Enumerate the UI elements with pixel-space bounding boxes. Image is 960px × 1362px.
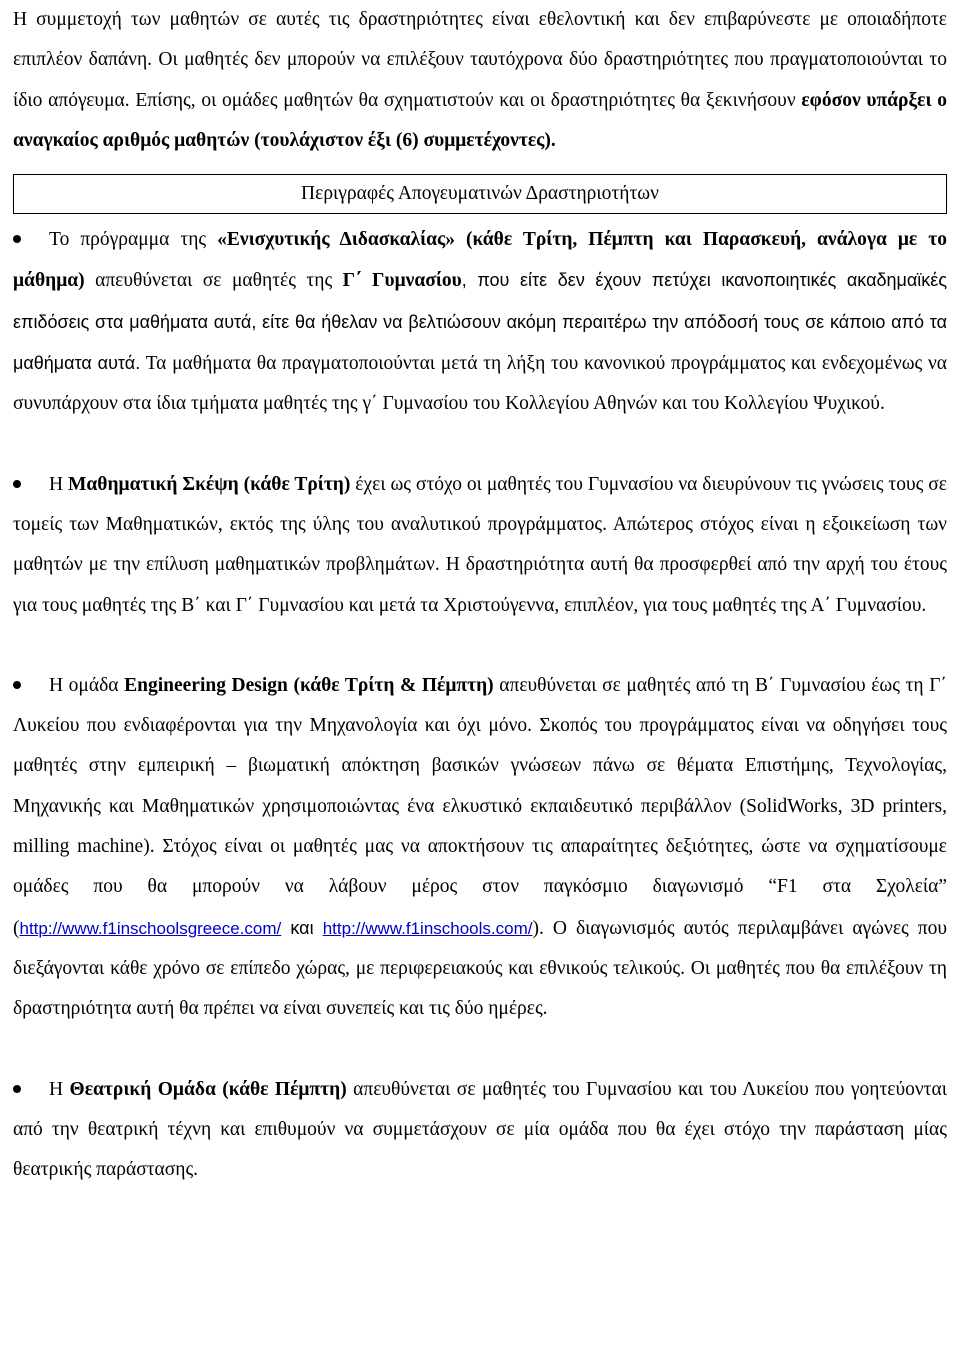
math-text-2: έχει ως στόχο οι μαθητές του Γυμνασίου να διευρύνουν τις γνώσεις τους σε τομείς των Μαθηματικών, εκτός της ύλης του αναλυτικού προγράμματος. Απώτερος στόχος είναι η εξοικείωση των μαθητών με την επίλυση μαθηματικών προβλημάτων. Η δραστηριότητα αυτή θα προσφερθεί από την αρχή του έτους για τους μαθητές της Β΄ και Γ΄ Γυμνασίου και μετά τα Χριστούγεννα, επιπλέον, για τους μαθητές της Α΄ Γυμνασίου. <box>13 473 947 616</box>
tutoring-text-1: Το πρόγραμμα της <box>49 229 218 251</box>
tutoring-text-2: απευθύνεται σε μαθητές της <box>84 270 343 292</box>
eng-text-2: απευθύνεται σε μαθητές από τη Β΄ Γυμνασίου έως τη Γ΄ Λυκείου που ενδιαφέρονται για την Μηχανολογία και όχι μόνο. Σκοπός του προγράμματος είναι να οδηγήσει τους μαθητές στην εμπειρική – βιωματική απόκτηση βασικών γνώσεων πάνω σε θέματα Επιστήμης, Τεχνολογίας, Μηχανικής και Μαθηματικών χρησιμοποιώντας ένα ελκυστικό εκπαιδευτικό περιβάλλον (SolidWorks, 3D printers, milling machine). Στόχος είναι οι μαθητές μας να αποκτήσουν τις απαραίτητες δεξιότητες, ώστε να σχηματίσουμε ομάδες που θα μπορούν να λάβουν μέρος στον παγκόσμιο διαγωνισμό “F1 στα Σχολεία” ( <box>13 674 947 939</box>
tutoring-bold-1: «Ενισχυτικής Διδασκαλίας» (κάθε Τρίτη, Πέμπτη και Παρασκευή, ανάλογα με το μάθημα) <box>13 229 948 292</box>
intro-text: Η συμμετοχή των μαθητών σε αυτές τις δραστηριότητες είναι εθελοντική και δεν επιβαρύνεστε με οποιαδήποτε επιπλέον δαπάνη. Οι μαθητές δεν μπορούν να επιλέξουν ταυτόχρονα δύο δραστηριότητες που πραγματοποιούνται το ίδιο απόγευμα. Επίσης, οι ομάδες μαθητών θα σχηματιστούν και οι δραστηριότητες θα ξεκινήσουν <box>13 9 947 111</box>
eng-text-1: Η ομάδα <box>49 674 125 696</box>
activity-math <box>13 465 947 626</box>
eng-text-3: ). Ο διαγωνισμός αυτός περιλαμβάνει αγώνες που διεξάγονται κάθε χρόνο σε επίπεδο χώρας, με περιφερειακούς και εθνικούς τελικούς. Οι μαθητές που θα επιλέξουν τη δραστηριότητα αυτή θα πρέπει να είναι συνεπείς και τις δύο ημέρες. <box>13 917 947 1020</box>
bullet-icon <box>13 235 21 243</box>
tutoring-bold-2: Γ΄ Γυμνασίου <box>342 270 462 292</box>
tutoring-text-3: , που είτε δεν έχουν πετύχει ικανοποιητικές ακαδημαϊκές επιδόσεις στα μαθήματα αυτά, είτε θα ήθελαν να βελτιώσουν ακόμη περαιτέρω την απόδοσή τους σε κάποιο από τα μαθήματα αυτά. <box>13 270 947 374</box>
tutoring-text-4: Τα μαθήματα θα πραγματοποιούνται μετά τη λήξη του κανονικού προγράμματος και ενδεχομένως να συνυπάρχουν στα ίδια τμήματα μαθητές της γ΄ Γυμνασίου του Κολλεγίου Αθηνών και του Κολλεγίου Ψυχικού. <box>13 353 947 415</box>
theatre-bold-1: Θεατρική Ομάδα (κάθε Πέμπτη) <box>69 1078 347 1100</box>
theatre-text-2: απευθύνεται σε μαθητές του Γυμνασίου και του Λυκείου που γοητεύονται από την θεατρική τέχνη και επιθυμούν να συμμετάσχουν σε μία ομάδα που θα έχει στόχο την παράσταση μίας θεατρικής παράστασης. <box>13 1078 947 1181</box>
eng-and-text: και <box>281 917 323 938</box>
intro-bold-text: εφόσον υπάρξει ο αναγκαίος αριθμός μαθητών (τουλάχιστον έξι (6) συμμετέχοντες). <box>13 89 948 151</box>
intro-paragraph <box>13 0 947 161</box>
bullet-icon <box>13 480 21 488</box>
math-bold-1: Μαθηματική Σκέψη (κάθε Τρίτη) <box>68 473 351 495</box>
bullet-icon <box>13 1085 21 1093</box>
document-page <box>13 0 947 1190</box>
eng-bold-1: Engineering Design (κάθε Τρίτη & Πέμπτη) <box>124 674 494 696</box>
theatre-text-1: Η <box>49 1078 70 1100</box>
f1-international-link[interactable]: http://www.f1inschools.com/ <box>322 918 533 938</box>
activity-engineering <box>13 666 947 1030</box>
activity-tutoring <box>13 220 947 424</box>
section-heading-box <box>13 174 947 214</box>
activity-theatre <box>13 1070 947 1191</box>
bullet-icon <box>13 681 21 689</box>
section-heading: Περιγραφές Απογευματινών Δραστηριοτήτων <box>301 183 659 205</box>
math-text-1: Η <box>49 473 68 495</box>
f1-greece-link[interactable]: http://www.f1inschoolsgreece.com/ <box>19 918 282 938</box>
